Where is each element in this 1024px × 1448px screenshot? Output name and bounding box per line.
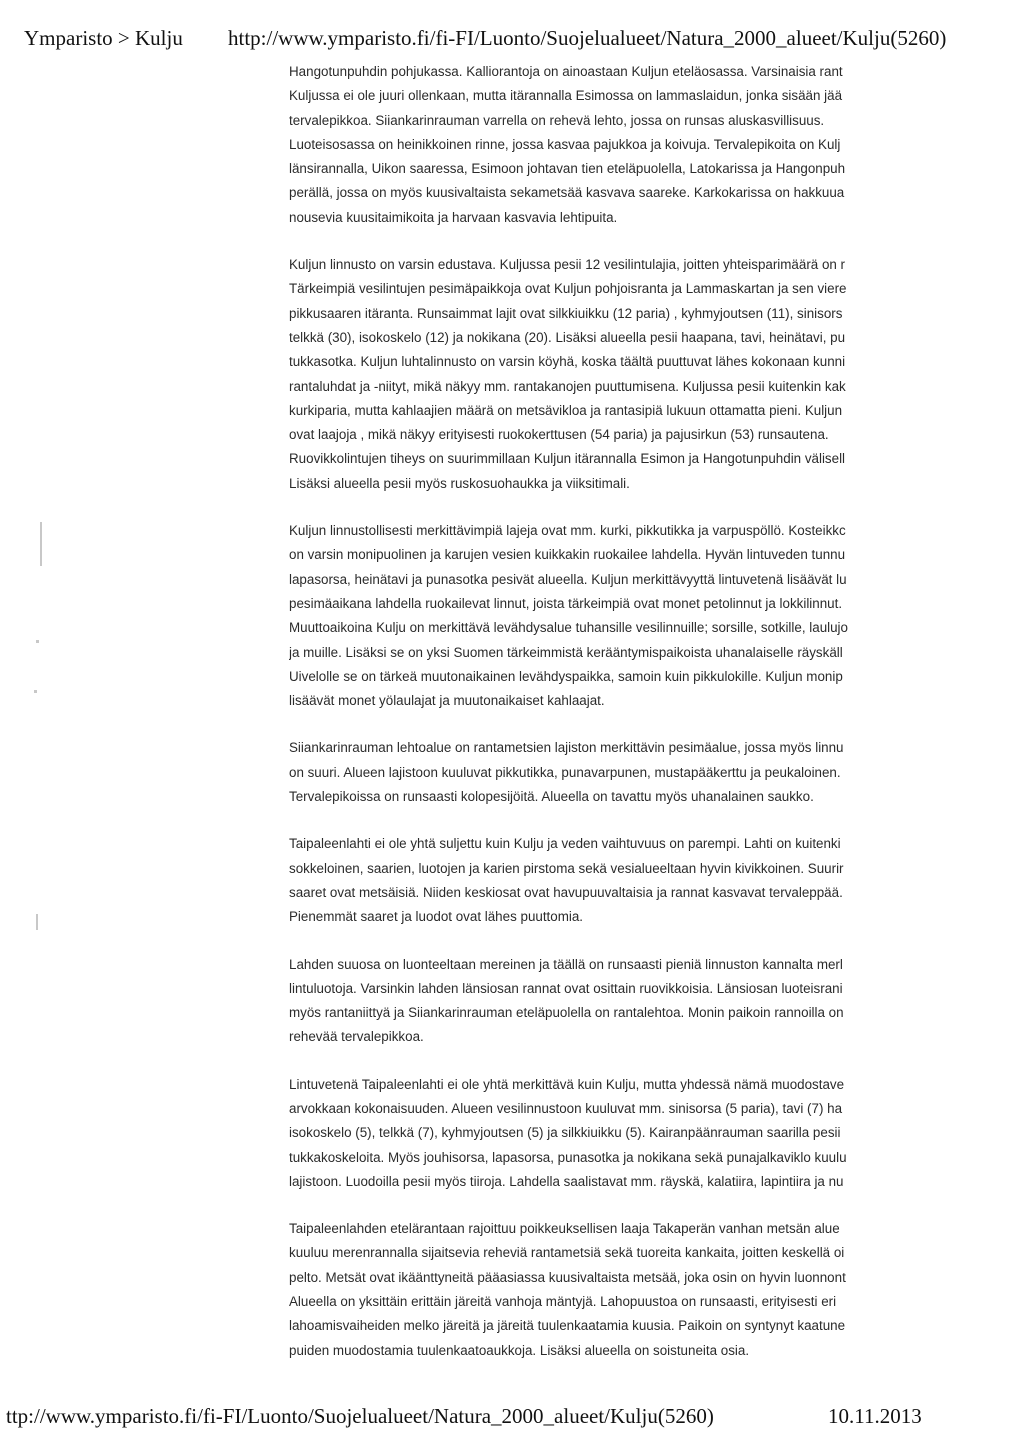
paragraph-line: Tärkeimpiä vesilintujen pesimäpaikkoja ovat Kuljun pohjoisranta ja Lammaskartan ja sen viere: [289, 281, 847, 297]
paragraph-line: Lisäksi alueella pesii myös ruskosuohaukka ja viiksitimali.: [289, 475, 630, 491]
paragraph-line: myös rantaniittyä ja Siiankarinrauman eteläpuolella on rantalehtoa. Monin paikoin rannoilla on: [289, 1005, 844, 1021]
paragraph-line: rantaluhdat ja -niityt, mikä näkyy mm. rantakanojen puuttumisena. Kuljussa pesii kuitenkin kak: [289, 378, 846, 394]
paragraph-line: puiden muodostamia tuulenkaatoaukkoja. Lisäksi alueella on soistuneita osia.: [289, 1342, 750, 1358]
paragraph-line: telkkä (30), isokoskelo (12) ja nokikana (20). Lisäksi alueella pesii haapana, tavi, heinätavi, pu: [289, 329, 846, 345]
paragraph: [289, 1073, 935, 1194]
paragraph-line: Muuttoaikoina Kulju on merkittävä levähdysalue tuhansille vesilinnuille; sorsille, sotkille, laulujo: [289, 620, 848, 636]
page-footer: [0, 1404, 1024, 1438]
paragraph-line: tervalepikkoa. Siiankarinrauman varrella on rehevä lehto, jossa on runsas aluskasvillisuus.: [289, 112, 825, 128]
paragraph-line: Luoteisosassa on heinikkoinen rinne, jossa kasvaa pajukkoa ja koivuja. Tervalepikoita on Kulj: [289, 136, 841, 152]
paragraph-line: saaret ovat metsäisiä. Niiden keskiosat ovat havupuuvaltaisia ja rannat kasvavat tervaleppää.: [289, 884, 843, 900]
paragraph-line: Tervalepikoissa on runsaasti kolopesijöitä. Alueella on tavattu myös uhanalainen saukko.: [289, 789, 814, 805]
paragraph-line: lahoamisvaiheiden melko järeitä ja järeitä tuulenkaatamia kuusia. Paikoin on syntynyt kaatune: [289, 1318, 846, 1334]
paragraph-line: perällä, jossa on myös kuusivaltaista sekametsää kasvava saareke. Karkokarissa on hakkuua: [289, 185, 845, 201]
paragraph: [289, 1217, 935, 1360]
scan-mark: [36, 914, 38, 930]
print-date: 10.11.2013: [828, 1404, 922, 1428]
paragraph-line: kuuluu merenrannalla sijaitsevia reheviä rantametsiä sekä tuoreita kankaita, joitten keskellä oi: [289, 1245, 845, 1261]
paragraph: [289, 832, 935, 929]
paragraph: [289, 253, 935, 496]
paragraph-line: arvokkaan kokonaisuuden. Alueen vesilinnustoon kuuluvat mm. sinisorsa (5 paria), tavi (7) ha: [289, 1100, 843, 1116]
paragraph-line: on varsin monipuolinen ja karujen vesien kuikkakin ruokailee lahdella. Hyvän lintuveden tunnu: [289, 547, 846, 563]
paragraph-line: Lahden suuosa on luonteeltaan mereinen ja täällä on runsaasti pieniä linnuston kannalta merl: [289, 956, 843, 972]
paragraph-line: pikkusaaren itäranta. Runsaimmat lajit ovat silkkiuikku (12 paria) , kyhmyjoutsen (11), sinisors: [289, 305, 843, 321]
paragraph-line: kurkiparia, mutta kahlaajien määrä on metsävikloa ja rantasipiä lukuun ottamatta pieni. Kuljun: [289, 402, 843, 418]
paragraph-line: ja muille. Lisäksi se on yksi Suomen tärkeimmistä kerääntymispaikoista uhanalaiselle räyskäll: [289, 644, 843, 660]
scan-mark: [34, 690, 37, 693]
paragraph-line: lisäävät monet yölaulajat ja muutonaikaiset kahlaajat.: [289, 693, 605, 709]
paragraph-line: länsirannalla, Uikon saaressa, Esimoon johtavan tien eteläpuolella, Latokarissa ja Hangonpuh: [289, 161, 846, 177]
paragraph-line: tukkakoskeloita. Myös jouhisorsa, lapasorsa, punasotka ja nokikana sekä punajalkaviklo kuulu: [289, 1149, 847, 1165]
article-body: [289, 60, 935, 1360]
paragraph-line: tukkasotka. Kuljun luhtalinnusto on varsin köyhä, koska täältä puuttuvat lähes kokonaan kunni: [289, 354, 846, 370]
paragraph-line: rehevää tervalepikkoa.: [289, 1029, 424, 1045]
page-url: http://www.ymparisto.fi/fi-FI/Luonto/Suojelualueet/Natura_2000_alueet/Kulju(5260): [228, 26, 947, 50]
paragraph-line: pesimäaikana lahdella ruokailevat linnut, joista tärkeimpiä ovat monet petolinnut ja lokkilinnut.: [289, 595, 843, 611]
paragraph-line: isokoskelo (5), telkkä (7), kyhmyjoutsen (5) ja silkkiuikku (5). Kairanpäänrauman saarilla pesii: [289, 1125, 841, 1141]
paragraph-line: ovat laajoja , mikä näkyy erityisesti ruokokerttusen (54 paria) ja pajusirkun (53) runsautena.: [289, 427, 829, 443]
scan-mark: [36, 640, 39, 643]
paragraph-line: Taipaleenlahti ei ole yhtä suljettu kuin Kulju ja veden vaihtuvuus on parempi. Lahti on kuitenki: [289, 836, 841, 852]
paragraph-line: Uivelolle se on tärkeä muutonaikainen levähdyspaikka, samoin kuin pikkulokille. Kuljun monip: [289, 668, 843, 684]
footer-url: ttp://www.ymparisto.fi/fi-FI/Luonto/Suojelualueet/Natura_2000_alueet/Kulju(5260): [6, 1404, 714, 1428]
breadcrumb: Ymparisto > Kulju: [24, 26, 183, 50]
page-header: [24, 26, 1024, 56]
paragraph: [289, 736, 935, 809]
paragraph-line: Pienemmät saaret ja luodot ovat lähes puuttomia.: [289, 909, 584, 925]
scan-mark: [40, 522, 42, 566]
paragraph-line: Hangotunpuhdin pohjukassa. Kalliorantoja on ainoastaan Kuljun eteläosassa. Varsinaisia rant: [289, 64, 843, 79]
paragraph-line: Taipaleenlahden etelärantaan rajoittuu poikkeuksellisen laaja Takaperän vanhan metsän alue: [289, 1221, 840, 1237]
paragraph-line: Alueella on yksittäin erittäin järeitä vanhoja mäntyjä. Lahopuustoa on runsaasti, erityisesti eri: [289, 1294, 837, 1310]
paragraph-line: lajistoon. Luodoilla pesii myös tiiroja. Lahdella saalistavat mm. räyskä, kalatiira, lapintiira ja nu: [289, 1173, 844, 1189]
paragraph-line: sokkeloinen, saarien, luotojen ja karien pirstoma sekä vesialueeltaan hyvin kivikkoinen. Suurir: [289, 860, 844, 876]
paragraph-line: nousevia kuusitaimikoita ja harvaan kasvavia lehtipuita.: [289, 209, 618, 225]
paragraph-line: lapasorsa, heinätavi ja punasotka pesivät alueella. Kuljun merkittävyyttä lintuvetenä lisäävät lu: [289, 571, 847, 587]
paragraph-line: Kuljun linnusto on varsin edustava. Kuljussa pesii 12 vesilintulajia, joitten yhteisparimäärä on r: [289, 257, 846, 273]
paragraph: [289, 519, 935, 713]
paragraph-line: Kuljun linnustollisesti merkittävimpiä lajeja ovat mm. kurki, pikkutikka ja varpuspöllö. Kosteikkc: [289, 523, 846, 539]
paragraph: [289, 60, 935, 230]
paragraph-line: Ruovikkolintujen tiheys on suurimmillaan Kuljun itärannalla Esimon ja Hangotunpuhdin välisell: [289, 451, 846, 467]
paragraph-line: pelto. Metsät ovat ikäänttyneitä pääasiassa kuusivaltaista metsää, joka osin on hyvin luonnont: [289, 1269, 846, 1285]
paragraph-line: Kuljussa ei ole juuri ollenkaan, mutta itärannalla Esimossa on lammaslaidun, jonka sisään jää: [289, 88, 843, 104]
paragraph: [289, 953, 935, 1050]
paragraph-line: on suuri. Alueen lajistoon kuuluvat pikkutikka, punavarpunen, mustapääkerttu ja peukaloinen.: [289, 764, 841, 780]
paragraph-line: Lintuvetenä Taipaleenlahti ei ole yhtä merkittävä kuin Kulju, mutta yhdessä nämä muodostave: [289, 1076, 845, 1092]
paragraph-line: Siiankarinrauman lehtoalue on rantametsien lajiston merkittävin pesimäalue, jossa myös linnu: [289, 740, 844, 756]
paragraph-line: lintuluotoja. Varsinkin lahden länsiosan rannat ovat osittain ruovikkoisia. Länsiosan luoteisrani: [289, 980, 843, 996]
